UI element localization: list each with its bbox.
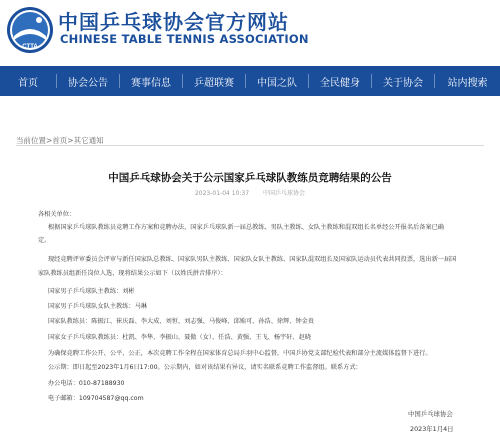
article-signature-org: 中国乒乓球协会 (408, 410, 453, 418)
nav-item-home[interactable]: 首页 (18, 77, 38, 89)
article-women-coaches: 国家女子乒乓球队教练员：杜凯、李隼、李振山、聂傲（女）、任浩、黄强、王飞、杨宇轩、赵晓 (48, 334, 311, 341)
breadcrumb-current-link[interactable]: 其它通知 (73, 136, 104, 145)
article-signature-date: 2023年1月4日 (410, 425, 454, 433)
breadcrumb-home-link[interactable]: 首页 (52, 136, 68, 145)
breadcrumb-prefix: 当前位置> (16, 136, 53, 145)
site-title-cn[interactable]: 中国乒乓球协会官方网站 (58, 10, 289, 34)
article-note: 为确保竞聘工作公开、公平、公正，本次竞聘工作全程在国家体育总局乒羽中心监督，中国乒协党支部纪检代表和部分主流媒体监督下进行。 (48, 350, 432, 357)
site-header (0, 0, 500, 66)
nav-item-national-team[interactable]: 中国之队 (257, 77, 297, 89)
nav-item-events[interactable]: 赛事信息 (131, 77, 171, 89)
nav-item-search[interactable]: 站内搜索 (447, 77, 488, 89)
breadcrumb-separator: > (67, 136, 74, 145)
article-period: 公示期：即日起至2023年1月6日17:00。公示期内，如对该结果有异议，请实名联系竞聘工作监督组。联系方式： (48, 364, 362, 371)
nav-item-super-league[interactable]: 乒超联赛 (194, 77, 234, 89)
article-men-coaches: 国家队教练员：陈振江、崔庆磊、李大成、刘恒、刘志强、马俊峰、邱贻可、孙浩、徐辉、钟金贵 (48, 318, 315, 325)
article-salutation: 各相关单位： (38, 211, 76, 218)
article-source: 中国乒乓球协会 (262, 190, 305, 197)
article-paragraph-line: 现经竞聘评审委员会评审与新任国家队总教练、国家队男队主教练、国家队女队主教练、国家队混双组长及国家队运动员代表共同投票，选出新一届国 (48, 256, 457, 263)
nav-item-about[interactable]: 关于协会 (383, 77, 423, 89)
logo-text: CTTA (22, 44, 38, 50)
article-men-head-coach: 国家男子乒乓球队主教练：刘彬 (48, 288, 135, 295)
article-paragraph-line: 定。 (38, 237, 51, 244)
nav-item-fitness[interactable]: 全民健身 (320, 77, 360, 89)
ctta-logo-icon[interactable] (6, 6, 54, 54)
site-title-en: CHINESE TABLE TENNIS ASSOCIATION (60, 32, 309, 46)
article-phone: 办公电话：010-87188930 (48, 380, 125, 387)
article-title: 中国乒乓球协会关于公示国家乒乓球队教练员竞聘结果的公告 (108, 172, 392, 184)
article-paragraph-line: 根据国家乒乓球队教练员竞聘工作方案和竞聘办法，国家乒乓球队新一届总教练、男队主教练、女队主教练和混双组长名单经公开报名后备案已确 (48, 224, 444, 231)
article-date: 2023-01-04 10:37 (194, 190, 250, 197)
nav-item-announcements[interactable]: 协会公告 (68, 77, 108, 89)
article-email[interactable]: 电子邮箱：109704587@qq.com (48, 395, 144, 402)
article-paragraph-line: 家队教练员组新任岗位人选，现将结果公示如下（以姓氏拼音排序）： (38, 270, 227, 277)
main-nav (0, 66, 500, 96)
article-women-head-coach: 国家男子乒乓球队女队主教练：马琳 (48, 303, 147, 310)
article-meta (0, 188, 500, 197)
breadcrumb-divider (16, 145, 484, 146)
